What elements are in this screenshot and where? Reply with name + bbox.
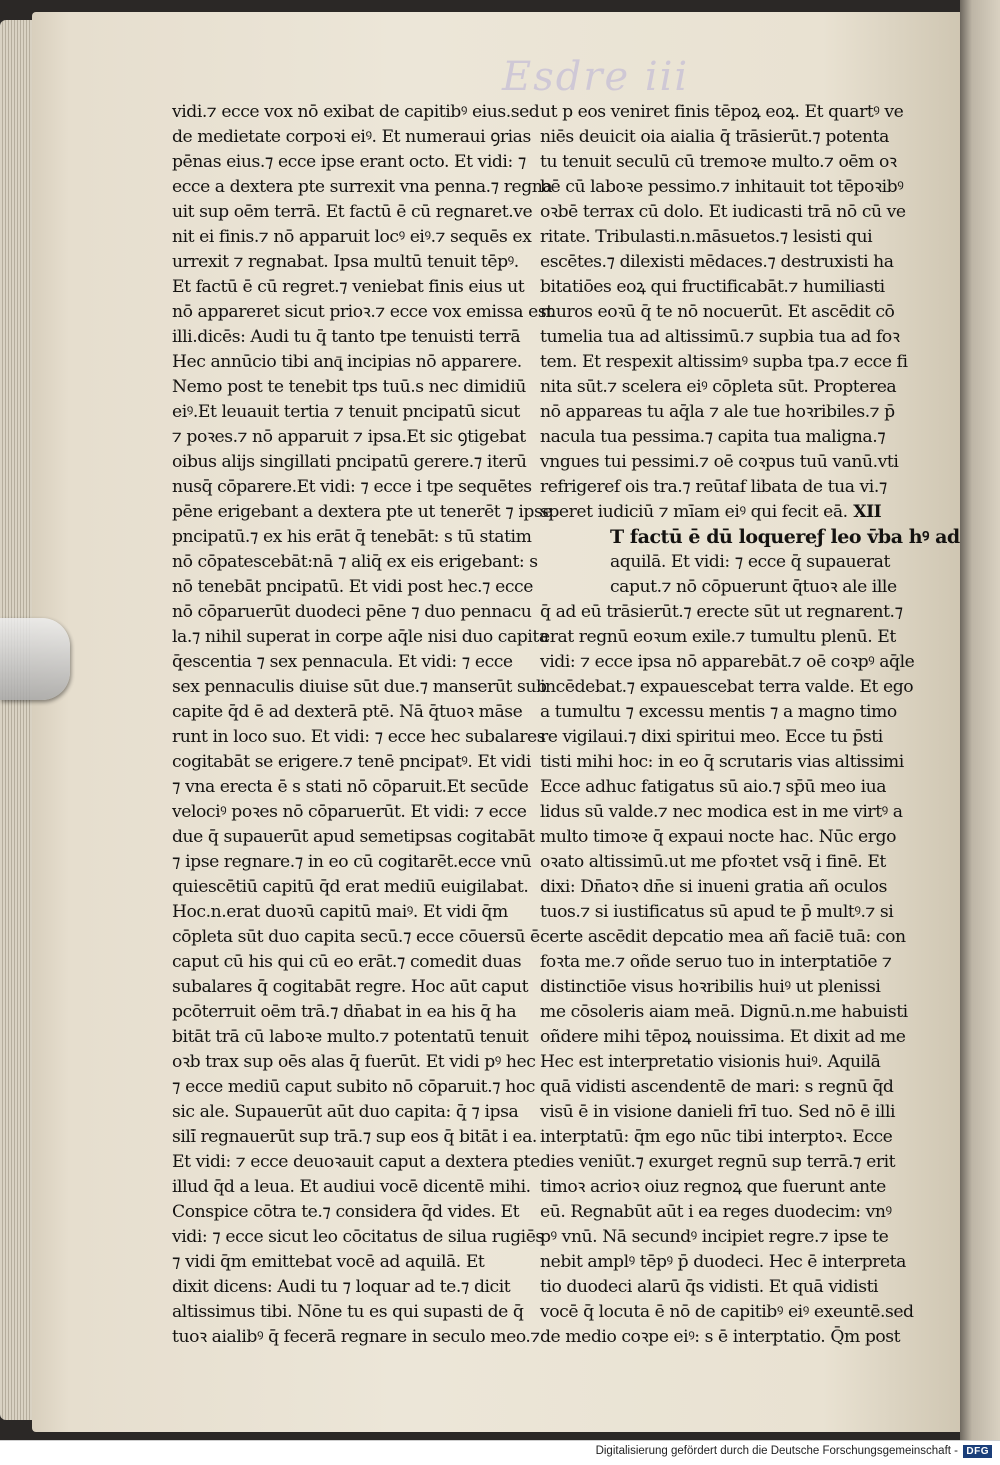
text-column-right [540, 100, 960, 1350]
dfg-logo: DFG [963, 1445, 992, 1458]
text-line: nō appareas tu aq̄la ⁊ ale tue hoꝛribiles.⁊ p̄ [540, 402, 895, 422]
text-line: quā vidisti ascendentē de mari: s regnū q̄d [540, 1077, 894, 1097]
text-line: escētes.⁊ dilexisti mēdaces.⁊ destruxisti ha [540, 252, 894, 272]
text-line: nō appareret sicut prioꝛ.⁊ ecce vox emissa est [172, 302, 553, 322]
text-line: bitāt trā cū laboꝛe multo.⁊ potentatū tenuit [172, 1027, 529, 1047]
text-line: tisti mihi hoc: in eo q̄ scrutaris vias altissimi [540, 752, 904, 772]
text-line: aquilā. Et vidi: ⁊ ecce q̄ supauerat [610, 552, 890, 572]
text-line: tuos.⁊ si iustificatus sū apud te p̄ multꝰ.⁊ si [540, 902, 894, 922]
text-line: pcōterruit oēm trā.⁊ dn̄abat in ea his q̄ ha [172, 1002, 517, 1022]
text-line: sili̇̄ regnauerūt sup trā.⁊ sup eos q̄ bitāt i ea. [172, 1127, 537, 1147]
text-line: oñdere mihi tēpoꝝ nouissima. Et dixit ad me [540, 1027, 906, 1047]
text-line: nebit amplꝰ tēpꝰ p̄ duodeci. Hec ē interpreta [540, 1252, 906, 1272]
text-line: nacula tua pessima.⁊ capita tua maligna.⁊ [540, 427, 886, 447]
text-line: pncipatū.⁊ ex his erāt q̄ tenebāt: s tū statim [172, 527, 532, 547]
facing-page-edge [960, 0, 1000, 1440]
text-line: bitatiōes eoꝝ qui fructificabāt.⁊ humiliasti [540, 277, 885, 297]
text-line: de medietate corpoꝛi eiꝰ. Et numeraui ꝯrias [172, 127, 531, 147]
text-line: visū ē in visione danieli frī tuo. Sed nō ē illi [540, 1102, 896, 1122]
text-line: tuoꝛ aialibꝰ q̄ fecerā regnare in seculo meo.⁊ [172, 1327, 540, 1347]
text-line: nusq̄ cōparere.Et vidi: ⁊ ecce i tpe sequētes [172, 477, 532, 497]
text-line: cōpleta sūt duo capita secū.⁊ ecce cōuersū ē [172, 927, 540, 947]
text-line: illud q̄d a leua. Et audiui vocē dicentē mihi. [172, 1177, 531, 1197]
text-line: distinctiōe visus hoꝛribilis huiꝰ ut plenissi [540, 977, 881, 997]
text-line: illi.dicēs: Audi tu q̄ tanto tpe tenuisti terrā [172, 327, 521, 347]
text-line: Conspice cōtra te.⁊ considera q̄d vides. Et [172, 1202, 520, 1222]
text-line: caput.⁊ nō cōpuerunt q̄tuoꝛ ale ille [610, 577, 897, 597]
running-head: Esdre iii [502, 54, 690, 100]
text-line: due q̄ supauerūt apud semetipsas cogitabāt [172, 827, 535, 847]
text-line: vngues tui pessimi.⁊ oē coꝛpus tuū vanū.vti [540, 452, 899, 472]
text-line: q̄escentia ⁊ sex pennacula. Et vidi: ⁊ ecce [172, 652, 513, 672]
text-line: nit ei finis.⁊ nō apparuit locꝰ eiꝰ.⁊ sequēs ex [172, 227, 532, 247]
text-line: me cōsoleris aiam meā. Dignū.n.me habuisti [540, 1002, 908, 1022]
text-line: tio duodeci alarū q̄s vidisti. Et quā vidisti [540, 1277, 879, 1297]
text-line: erat regnū eoꝛum exile.⁊ tumultu plenū. Et [540, 627, 896, 647]
text-line: refrigeref ois tra.⁊ reūtaf libata de tua vi.⁊ [540, 477, 887, 497]
text-line: pēnas eius.⁊ ecce ipse erant octo. Et vidi: ⁊ [172, 152, 526, 172]
text-line: Et factū ē cū regret.⁊ veniebat finis eius ut [172, 277, 525, 297]
text-line: ⁊ vna erecta ē s stati nō cōparuit.Et secūde [172, 777, 529, 797]
text-line: sic ale. Supauerūt aūt duo capita: q̄ ⁊ ipsa [172, 1102, 519, 1122]
text-line: a tumultu ⁊ excessu mentis ⁊ a magno timo [540, 702, 897, 722]
text-line: nita sūt.⁊ scelera eiꝰ cōpleta sūt. Propterea [540, 377, 897, 397]
text-line: ut p eos veniret finis tēpoꝝ eoꝝ. Et quartꝰ ve [540, 102, 904, 122]
text-line: timoꝛ acrioꝛ oiuz regnoꝝ que fuerunt ante [540, 1177, 886, 1197]
text-line: Ecce adhuc fatigatus sū aio.⁊ sp̄ū meo iua [540, 777, 887, 797]
text-line: quiescētiū capitū q̄d erat mediū euigilabat. [172, 877, 529, 897]
text-line: bē cū laboꝛe pessimo.⁊ inhitauit tot tēpoꝛibꝰ [540, 177, 904, 197]
text-line: lidus sū valde.⁊ nec modica est in me virtꝰ a [540, 802, 903, 822]
text-line: eū. Regnabūt aūt i ea reges duodecim: vnꝰ [540, 1202, 892, 1222]
text-line: ecce a dextera pte surrexit vna penna.⁊ regna [172, 177, 553, 197]
text-line: oꝛbē terrax cū dolo. Et iudicasti trā nō cū ve [540, 202, 906, 222]
page-edges [0, 20, 34, 1420]
text-line: pꝰ vnū. Nā secundꝰ incipiet regre.⁊ ipse te [540, 1227, 889, 1247]
text-line: vidi: ⁊ ecce ipsa nō apparebāt.⁊ oē coꝛpꝰ aq̄le [540, 652, 915, 672]
text-line: tu tenuit seculū cū tremoꝛe multo.⁊ oēm oꝛ [540, 152, 897, 172]
text-column-left [172, 100, 553, 1350]
text-line: de medio coꝛpe eiꝰ: s ē interptatio. Q̄m post [540, 1327, 901, 1347]
text-line: ⁊ vidi q̄m emittebat vocē ad aquilā. Et [172, 1252, 485, 1272]
text-line: ⁊ poꝛes.⁊ nō apparuit ⁊ ipsa.Et sic ꝯtigebat [172, 427, 526, 447]
text-line: cogitabāt se erigere.⁊ tenē pncipatꝰ. Et vidi [172, 752, 531, 772]
text-line: q̄ ad eū trāsierūt.⁊ erecte sūt ut regnarent.⁊ [540, 602, 903, 622]
text-line: vidi: ⁊ ecce sicut leo cōcitatus de silua rugiēs [172, 1227, 544, 1247]
text-line: T factū ē dū loquereƒ leo v̄ba hꝰ ad [610, 526, 960, 548]
text-line: uit sup oēm terrā. Et factū ē cū regnaret.ve [172, 202, 533, 222]
footer-credit: Digitalisierung gefördert durch die Deutsche Forschungsgemeinschaft - [595, 1445, 958, 1457]
text-line: Hec est interpretatio visionis huiꝰ. Aquilā [540, 1052, 881, 1072]
text-line: incēdebat.⁊ expauescebat terra valde. Et ego [540, 677, 914, 697]
text-line: eiꝰ.Et leuauit tertia ⁊ tenuit pncipatū sicut [172, 402, 520, 422]
text-line: Hoc.n.erat duoꝛū capitū maiꝰ. Et vidi q̄m [172, 902, 508, 922]
text-line: altissimus tibi. Nōne tu es qui supasti de q̄ [172, 1302, 524, 1322]
text-line: tem. Et respexit altissimꝰ supba tpa.⁊ ecce fi [540, 352, 908, 372]
text-line: foꝛta me.⁊ oñde seruo tuo in interptatiōe ⁊ [540, 952, 892, 972]
text-line: vocē q̄ locuta ē nō de capitibꝰ eiꝰ exeuntē.sed [540, 1302, 914, 1322]
text-line: ⁊ ipse regnare.⁊ in eo cū cogitarēt.ecce vnū [172, 852, 532, 872]
text-line: re vigilaui.⁊ dixi spiritui meo. Ecce tu p̄sti [540, 727, 883, 747]
text-line: tumelia tua ad altissimū.⁊ supbia tua ad foꝛ [540, 327, 900, 347]
text-line: nō tenebāt pncipatū. Et vidi post hec.⁊ ecce [172, 577, 533, 597]
text-line: Et vidi: ⁊ ecce deuoꝛauit caput a dextera pte [172, 1152, 540, 1172]
text-line: nō cōpatescebāt:nā ⁊ aliq̄ ex eis erigebant: s [172, 552, 538, 572]
text-line: velociꝰ poꝛes nō cōparuerūt. Et vidi: ⁊ ecce [172, 802, 527, 822]
text-line: urrexit ⁊ regnabat. Ipsa multū tenuit tēpꝰ. [172, 252, 519, 272]
text-line: oꝛb trax sup oēs alas q̄ fuerūt. Et vidi pꝰ hec [172, 1052, 536, 1072]
text-line: dixi: Dn̄atoꝛ dn̄e si inueni gratia añ oculos [540, 877, 887, 897]
text-line: subalares q̄ cogitabāt regre. Hoc aūt caput [172, 977, 529, 997]
text-line: caput cū his qui cū eo erāt.⁊ comedit duas [172, 952, 522, 972]
text-line: ⁊ ecce mediū caput subito nō cōparuit.⁊ hoc [172, 1077, 535, 1097]
text-line: Nemo post te tenebit tps tuū.s nec dimidiū [172, 377, 526, 397]
text-line: runt in loco suo. Et vidi: ⁊ ecce hec subalares [172, 727, 546, 747]
text-line: multo timoꝛe q̄ expaui nocte hac. Nūc ergo [540, 827, 896, 847]
text-line: oꝛato altissimū.ut me pfoꝛtet vsq̄ i finē. Et [540, 852, 886, 872]
footer-bar [0, 1440, 1000, 1465]
text-line: speret iudiciū ⁊ mīam eiꝰ qui fecit eā. XII [540, 502, 882, 522]
text-line: muros eoꝛū q̄ te nō nocuerūt. Et ascēdit cō [540, 302, 895, 322]
text-line: capite q̄d ē ad dexterā ptē. Nā q̄tuoꝛ māse [172, 702, 523, 722]
text-line: dixit dicens: Audi tu ⁊ loquar ad te.⁊ dicit [172, 1277, 511, 1297]
page-clip [0, 618, 70, 700]
text-line: pēne erigebant a dextera pte ut tenerēt ⁊ ipse [172, 502, 553, 522]
text-line: sex pennaculis diuise sūt due.⁊ manserūt sub [172, 677, 547, 697]
text-line: certe ascēdit depcatio mea añ faciē tuā: con [540, 927, 906, 947]
text-line: oibus alijs singillati pncipatū gerere.⁊ iterū [172, 452, 527, 472]
text-line: Hec annūcio tibi anq̄ͅ incipias nō apparere. [172, 352, 522, 372]
text-line: ritate. Tribulasti.n.māsuetos.⁊ lesisti qui [540, 227, 873, 247]
text-line: nō cōparuerūt duodeci pēne ⁊ duo pennacu [172, 602, 532, 622]
text-line: interptatū: q̄m ego nūc tibi interptoꝛ. Ecce [540, 1127, 893, 1147]
text-line: la.⁊ nihil superat in corpe aq̄le nisi duo capita [172, 627, 549, 647]
text-line: niēs deuicit oia aialia q̄ trāsierūt.⁊ potenta [540, 127, 889, 147]
text-line: vidi.⁊ ecce vox nō exibat de capitibꝰ eius.sed [172, 102, 540, 122]
chapter-number: XII [847, 502, 882, 522]
text-line: dies veniūt.⁊ exurget regnū sup terrā.⁊ erit [540, 1152, 896, 1172]
